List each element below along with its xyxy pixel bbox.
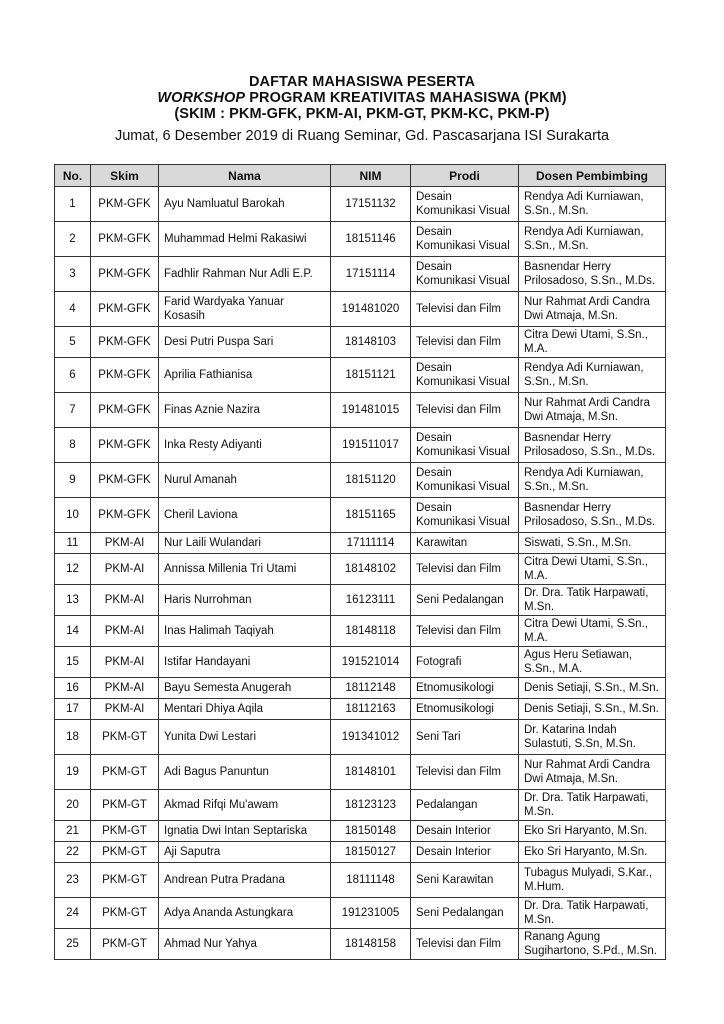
nama-cell: Aprilia Fathianisa xyxy=(159,358,331,393)
dosen-cell: Ranang Agung Sugihartono, S.Pd., M.Sn. xyxy=(519,929,666,960)
dosen-cell: Eko Sri Haryanto, M.Sn. xyxy=(519,821,666,842)
row-number: 8 xyxy=(55,428,91,463)
dosen-cell: Dr. Katarina Indah Sulastuti, S.Sn, M.Sn. xyxy=(519,720,666,755)
dosen-cell: Siswati, S.Sn., M.Sn. xyxy=(519,533,666,554)
dosen-cell: Tubagus Mulyadi, S.Kar., M.Hum. xyxy=(519,863,666,898)
table-row xyxy=(55,187,666,222)
row-number: 16 xyxy=(55,678,91,699)
row-number: 23 xyxy=(55,863,91,898)
dosen-cell: Denis Setiaji, S.Sn., M.Sn. xyxy=(519,699,666,720)
row-number: 20 xyxy=(55,790,91,821)
column-header-prodi: Prodi xyxy=(411,165,519,187)
prodi-cell: Seni Pedalangan xyxy=(411,585,519,616)
table-row xyxy=(55,428,666,463)
column-header-skim: Skim xyxy=(91,165,159,187)
nama-cell: Yunita Dwi Lestari xyxy=(159,720,331,755)
table-row xyxy=(55,929,666,960)
skim-cell: PKM-AI xyxy=(91,533,159,554)
nama-cell: Nur Laili Wulandari xyxy=(159,533,331,554)
nama-cell: Finas Aznie Nazira xyxy=(159,393,331,428)
prodi-cell: Televisi dan Film xyxy=(411,292,519,327)
nim-cell: 18148118 xyxy=(331,616,411,647)
skim-cell: PKM-AI xyxy=(91,678,159,699)
nim-cell: 18148101 xyxy=(331,755,411,790)
row-number: 1 xyxy=(55,187,91,222)
table-row xyxy=(55,720,666,755)
nama-cell: Annissa Millenia Tri Utami xyxy=(159,554,331,585)
skim-cell: PKM-GFK xyxy=(91,358,159,393)
prodi-cell: Televisi dan Film xyxy=(411,929,519,960)
dosen-cell: Basnendar Herry Prilosadoso, S.Sn., M.Ds. xyxy=(519,428,666,463)
row-number: 24 xyxy=(55,898,91,929)
skim-cell: PKM-AI xyxy=(91,616,159,647)
dosen-cell: Rendya Adi Kurniawan, S.Sn., M.Sn. xyxy=(519,222,666,257)
nama-cell: Desi Putri Puspa Sari xyxy=(159,327,331,358)
prodi-cell: Etnomusikologi xyxy=(411,678,519,699)
nama-cell: Farid Wardyaka Yanuar Kosasih xyxy=(159,292,331,327)
prodi-cell: Televisi dan Film xyxy=(411,393,519,428)
table-row xyxy=(55,292,666,327)
table-row xyxy=(55,327,666,358)
table-row xyxy=(55,755,666,790)
prodi-cell: Desain Komunikasi Visual xyxy=(411,428,519,463)
table-row xyxy=(55,842,666,863)
prodi-cell: Desain Komunikasi Visual xyxy=(411,222,519,257)
skim-cell: PKM-GFK xyxy=(91,222,159,257)
skim-cell: PKM-GT xyxy=(91,821,159,842)
skim-cell: PKM-GT xyxy=(91,842,159,863)
nim-cell: 17111114 xyxy=(331,533,411,554)
table-row xyxy=(55,898,666,929)
prodi-cell: Fotografi xyxy=(411,647,519,678)
skim-cell: PKM-GFK xyxy=(91,187,159,222)
table-row xyxy=(55,463,666,498)
dosen-cell: Dr. Dra. Tatik Harpawati, M.Sn. xyxy=(519,898,666,929)
nim-cell: 18112163 xyxy=(331,699,411,720)
row-number: 2 xyxy=(55,222,91,257)
skim-cell: PKM-GFK xyxy=(91,327,159,358)
skim-cell: PKM-GT xyxy=(91,898,159,929)
nim-cell: 18148102 xyxy=(331,554,411,585)
nama-cell: Adi Bagus Panuntun xyxy=(159,755,331,790)
nama-cell: Cheril Laviona xyxy=(159,498,331,533)
document-header xyxy=(0,74,724,145)
nim-cell: 191481020 xyxy=(331,292,411,327)
nim-cell: 191511017 xyxy=(331,428,411,463)
row-number: 10 xyxy=(55,498,91,533)
table-row xyxy=(55,358,666,393)
skim-cell: PKM-AI xyxy=(91,585,159,616)
nim-cell: 18151146 xyxy=(331,222,411,257)
nim-cell: 18151120 xyxy=(331,463,411,498)
nama-cell: Muhammad Helmi Rakasiwi xyxy=(159,222,331,257)
skim-cell: PKM-GFK xyxy=(91,463,159,498)
skim-cell: PKM-AI xyxy=(91,699,159,720)
prodi-cell: Desain Komunikasi Visual xyxy=(411,498,519,533)
nama-cell: Ahmad Nur Yahya xyxy=(159,929,331,960)
row-number: 25 xyxy=(55,929,91,960)
nama-cell: Ayu Namluatul Barokah xyxy=(159,187,331,222)
nim-cell: 18111148 xyxy=(331,863,411,898)
nama-cell: Bayu Semesta Anugerah xyxy=(159,678,331,699)
nim-cell: 18148103 xyxy=(331,327,411,358)
nama-cell: Fadhlir Rahman Nur Adli E.P. xyxy=(159,257,331,292)
prodi-cell: Seni Pedalangan xyxy=(411,898,519,929)
nim-cell: 18150148 xyxy=(331,821,411,842)
prodi-cell: Desain Interior xyxy=(411,821,519,842)
prodi-cell: Televisi dan Film xyxy=(411,616,519,647)
skim-cell: PKM-GT xyxy=(91,863,159,898)
table-row xyxy=(55,554,666,585)
row-number: 15 xyxy=(55,647,91,678)
dosen-cell: Agus Heru Setiawan, S.Sn., M.A. xyxy=(519,647,666,678)
nama-cell: Ignatia Dwi Intan Septariska xyxy=(159,821,331,842)
table-row xyxy=(55,790,666,821)
dosen-cell: Rendya Adi Kurniawan, S.Sn., M.Sn. xyxy=(519,463,666,498)
dosen-cell: Eko Sri Haryanto, M.Sn. xyxy=(519,842,666,863)
skim-cell: PKM-GFK xyxy=(91,393,159,428)
row-number: 7 xyxy=(55,393,91,428)
row-number: 13 xyxy=(55,585,91,616)
nim-cell: 18151165 xyxy=(331,498,411,533)
nim-cell: 16123111 xyxy=(331,585,411,616)
prodi-cell: Desain Komunikasi Visual xyxy=(411,463,519,498)
nim-cell: 18150127 xyxy=(331,842,411,863)
prodi-cell: Karawitan xyxy=(411,533,519,554)
program-title: PROGRAM KREATIVITAS MAHASISWA (PKM) xyxy=(245,90,567,106)
nim-cell: 18112148 xyxy=(331,678,411,699)
nama-cell: Haris Nurrohman xyxy=(159,585,331,616)
prodi-cell: Desain Komunikasi Visual xyxy=(411,358,519,393)
skim-cell: PKM-GT xyxy=(91,929,159,960)
document-title-line2 xyxy=(0,90,724,106)
nama-cell: Aji Saputra xyxy=(159,842,331,863)
skim-cell: PKM-GFK xyxy=(91,498,159,533)
nim-cell: 18151121 xyxy=(331,358,411,393)
dosen-cell: Basnendar Herry Prilosadoso, S.Sn., M.Ds. xyxy=(519,498,666,533)
dosen-cell: Nur Rahmat Ardi Candra Dwi Atmaja, M.Sn. xyxy=(519,755,666,790)
row-number: 19 xyxy=(55,755,91,790)
row-number: 17 xyxy=(55,699,91,720)
table-row xyxy=(55,647,666,678)
dosen-cell: Dr. Dra. Tatik Harpawati, M.Sn. xyxy=(519,585,666,616)
table-row xyxy=(55,222,666,257)
table-header-row xyxy=(55,165,666,187)
dosen-cell: Citra Dewi Utami, S.Sn., M.A. xyxy=(519,554,666,585)
nama-cell: Istifar Handayani xyxy=(159,647,331,678)
column-header-nama: Nama xyxy=(159,165,331,187)
table-row xyxy=(55,585,666,616)
row-number: 11 xyxy=(55,533,91,554)
nim-cell: 18148158 xyxy=(331,929,411,960)
column-header-nim: NIM xyxy=(331,165,411,187)
prodi-cell: Pedalangan xyxy=(411,790,519,821)
participants-table xyxy=(54,164,666,960)
table-row xyxy=(55,533,666,554)
dosen-cell: Dr. Dra. Tatik Harpawati, M.Sn. xyxy=(519,790,666,821)
event-date-location: Jumat, 6 Desember 2019 di Ruang Seminar, Gd. Pascasarjana ISI Surakarta xyxy=(114,128,610,144)
row-number: 4 xyxy=(55,292,91,327)
row-number: 3 xyxy=(55,257,91,292)
table-row xyxy=(55,616,666,647)
nama-cell: Mentari Dhiya Aqila xyxy=(159,699,331,720)
nim-cell: 17151114 xyxy=(331,257,411,292)
skim-cell: PKM-GT xyxy=(91,755,159,790)
row-number: 21 xyxy=(55,821,91,842)
nim-cell: 18123123 xyxy=(331,790,411,821)
row-number: 12 xyxy=(55,554,91,585)
table-row xyxy=(55,699,666,720)
nama-cell: Adya Ananda Astungkara xyxy=(159,898,331,929)
dosen-cell: Denis Setiaji, S.Sn., M.Sn. xyxy=(519,678,666,699)
row-number: 6 xyxy=(55,358,91,393)
skim-cell: PKM-AI xyxy=(91,647,159,678)
dosen-cell: Citra Dewi Utami, S.Sn., M.A. xyxy=(519,327,666,358)
prodi-cell: Desain Komunikasi Visual xyxy=(411,257,519,292)
column-header-dosen: Dosen Pembimbing xyxy=(519,165,666,187)
table-row xyxy=(55,678,666,699)
nim-cell: 191341012 xyxy=(331,720,411,755)
prodi-cell: Desain Komunikasi Visual xyxy=(411,187,519,222)
skim-cell: PKM-GFK xyxy=(91,428,159,463)
table-row xyxy=(55,821,666,842)
nama-cell: Inka Resty Adiyanti xyxy=(159,428,331,463)
nim-cell: 191481015 xyxy=(331,393,411,428)
skim-cell: PKM-GFK xyxy=(91,292,159,327)
prodi-cell: Televisi dan Film xyxy=(411,554,519,585)
skim-cell: PKM-GT xyxy=(91,720,159,755)
row-number: 5 xyxy=(55,327,91,358)
table-row xyxy=(55,863,666,898)
table-row xyxy=(55,393,666,428)
table-row xyxy=(55,498,666,533)
nim-cell: 191231005 xyxy=(331,898,411,929)
prodi-cell: Etnomusikologi xyxy=(411,699,519,720)
prodi-cell: Televisi dan Film xyxy=(411,327,519,358)
nama-cell: Akmad Rifqi Mu'awam xyxy=(159,790,331,821)
prodi-cell: Seni Karawitan xyxy=(411,863,519,898)
skim-list: (SKIM : PKM-GFK, PKM-AI, PKM-GT, PKM-KC, PKM-P) xyxy=(174,106,550,122)
document-title: DAFTAR MAHASISWA PESERTA xyxy=(248,74,476,90)
dosen-cell: Citra Dewi Utami, S.Sn., M.A. xyxy=(519,616,666,647)
dosen-cell: Rendya Adi Kurniawan, S.Sn., M.Sn. xyxy=(519,358,666,393)
table-row xyxy=(55,257,666,292)
skim-cell: PKM-AI xyxy=(91,554,159,585)
skim-cell: PKM-GFK xyxy=(91,257,159,292)
nama-cell: Andrean Putra Pradana xyxy=(159,863,331,898)
column-header-no: No. xyxy=(55,165,91,187)
workshop-word: WORKSHOP xyxy=(157,90,246,106)
nim-cell: 191521014 xyxy=(331,647,411,678)
prodi-cell: Seni Tari xyxy=(411,720,519,755)
row-number: 9 xyxy=(55,463,91,498)
dosen-cell: Nur Rahmat Ardi Candra Dwi Atmaja, M.Sn. xyxy=(519,292,666,327)
nama-cell: Inas Halimah Taqiyah xyxy=(159,616,331,647)
skim-cell: PKM-GT xyxy=(91,790,159,821)
dosen-cell: Basnendar Herry Prilosadoso, S.Sn., M.Ds. xyxy=(519,257,666,292)
nim-cell: 17151132 xyxy=(331,187,411,222)
nama-cell: Nurul Amanah xyxy=(159,463,331,498)
prodi-cell: Desain Interior xyxy=(411,842,519,863)
dosen-cell: Nur Rahmat Ardi Candra Dwi Atmaja, M.Sn. xyxy=(519,393,666,428)
row-number: 18 xyxy=(55,720,91,755)
row-number: 22 xyxy=(55,842,91,863)
row-number: 14 xyxy=(55,616,91,647)
prodi-cell: Televisi dan Film xyxy=(411,755,519,790)
dosen-cell: Rendya Adi Kurniawan, S.Sn., M.Sn. xyxy=(519,187,666,222)
